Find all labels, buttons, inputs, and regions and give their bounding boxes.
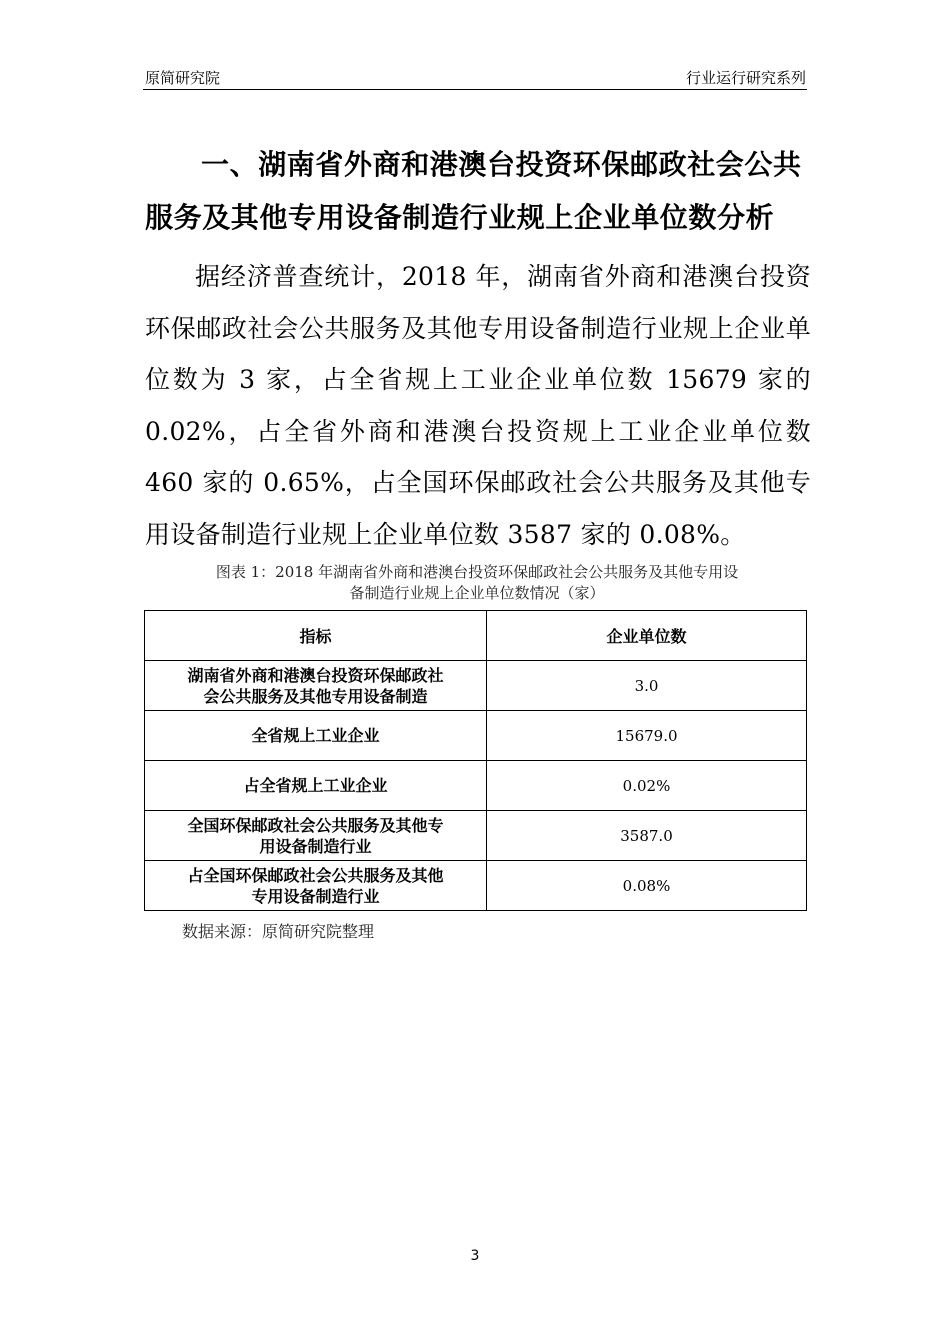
indicator-line: 全国环保邮政社会公共服务及其他专 — [187, 815, 444, 835]
figure-caption — [145, 562, 809, 604]
header-series-name: 行业运行研究系列 — [685, 69, 806, 87]
figure-caption-line-2: 备制造行业规上企业单位数情况（家） — [349, 584, 605, 602]
indicator-cell — [145, 761, 487, 811]
figure-caption-line-1: 图表 1：2018 年湖南省外商和港澳台投资环保邮政社会公共服务及其他专用设 — [215, 563, 739, 581]
column-header-indicator: 指标 — [145, 611, 487, 661]
table-row — [145, 711, 807, 761]
section-heading: 一、湖南省外商和港澳台投资环保邮政社会公共服务及其他专用设备制造行业规上企业单位数分析 — [145, 148, 802, 234]
value-cell: 3.0 — [487, 661, 807, 711]
column-header-count: 企业单位数 — [487, 611, 807, 661]
indicator-line: 用设备制造行业 — [259, 836, 372, 856]
body-paragraph: 据经济普查统计，2018 年，湖南省外商和港澳台投资环保邮政社会公共服务及其他专用设备制造行业规上企业单位数为 3 家，占全省规上工业企业单位数 15679 家的 0.02%，占全省外商和港澳台投资规上工业企业单位数 460 家的 0.65%，占全国环保邮政社会公共服务及其他专用设备制造行业规上企业单位数 3587 家的 0.08%。 — [145, 262, 811, 549]
indicator-cell — [145, 811, 487, 861]
indicator-line: 专用设备制造行业 — [251, 886, 380, 906]
indicator-line: 湖南省外商和港澳台投资环保邮政社 — [187, 665, 444, 685]
page-number: 3 — [470, 1248, 480, 1264]
header-org-name: 原简研究院 — [145, 69, 221, 87]
indicator-line: 占全省规上工业企业 — [243, 776, 388, 795]
value-cell: 3587.0 — [487, 811, 807, 861]
indicator-line: 会公共服务及其他专用设备制造 — [203, 686, 428, 706]
table-row — [145, 861, 807, 911]
source-note: 数据来源：原简研究院整理 — [182, 922, 375, 941]
indicator-cell — [145, 711, 487, 761]
value-cell: 0.08% — [487, 861, 807, 911]
indicator-cell — [145, 661, 487, 711]
value-cell: 15679.0 — [487, 711, 807, 761]
indicator-cell — [145, 861, 487, 911]
table-row — [145, 761, 807, 811]
header-divider — [143, 89, 807, 90]
table-row — [145, 661, 807, 711]
indicator-line: 占全国环保邮政社会公共服务及其他 — [187, 865, 444, 885]
indicator-line: 全省规上工业企业 — [251, 726, 380, 745]
value-cell: 0.02% — [487, 761, 807, 811]
table-row — [145, 811, 807, 861]
table-header-row — [145, 611, 807, 661]
data-table — [144, 610, 807, 911]
